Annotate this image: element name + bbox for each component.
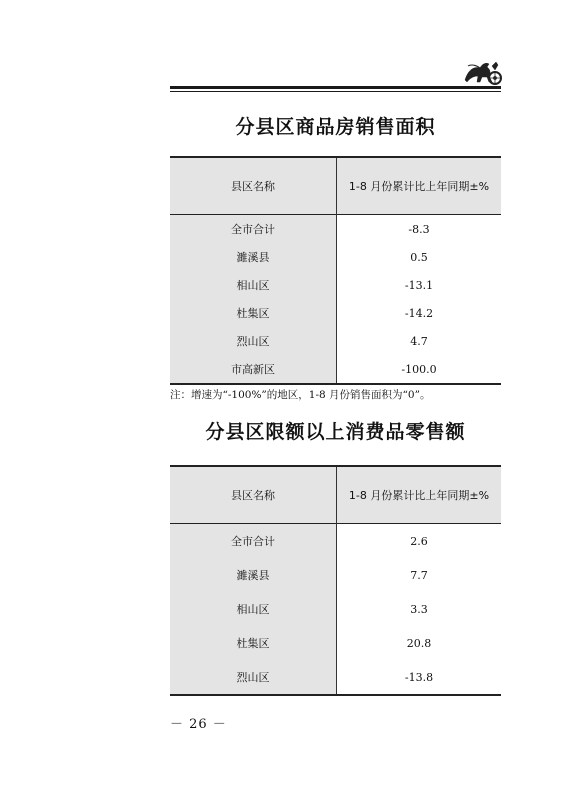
- table-row: [170, 327, 501, 355]
- county-name: 全市合计: [170, 215, 337, 244]
- column-header-change: 1-8 月份累计比上年同期±%: [337, 157, 502, 215]
- table-row: [170, 299, 501, 327]
- data-table: [170, 156, 501, 385]
- table-row: [170, 215, 501, 244]
- table-row: [170, 626, 501, 660]
- county-name: 濉溪县: [170, 558, 337, 592]
- table-header-row: [170, 466, 501, 524]
- horse-chariot-emblem-icon: [462, 58, 504, 88]
- table-row: [170, 271, 501, 299]
- table-row: [170, 243, 501, 271]
- change-value: 7.7: [337, 558, 502, 592]
- county-name: 烈山区: [170, 327, 337, 355]
- county-name: 全市合计: [170, 524, 337, 559]
- column-header-county: 县区名称: [170, 466, 337, 524]
- change-value: 4.7: [337, 327, 502, 355]
- change-value: 20.8: [337, 626, 502, 660]
- change-value: -14.2: [337, 299, 502, 327]
- county-name: 杜集区: [170, 626, 337, 660]
- county-name: 市高新区: [170, 355, 337, 384]
- table-header-row: [170, 157, 501, 215]
- section-title: 分县区商品房销售面积: [235, 116, 436, 138]
- change-value: 3.3: [337, 592, 502, 626]
- county-name: 相山区: [170, 271, 337, 299]
- county-name: 相山区: [170, 592, 337, 626]
- table-row: [170, 558, 501, 592]
- change-value: -13.8: [337, 660, 502, 695]
- table-row: [170, 592, 501, 626]
- change-value: -13.1: [337, 271, 502, 299]
- change-value: 0.5: [337, 243, 502, 271]
- table-footnote: 注：增速为“-100%”的地区，1-8 月份销售面积为“0”。: [170, 389, 431, 401]
- change-value: -8.3: [337, 215, 502, 244]
- column-header-change: 1-8 月份累计比上年同期±%: [337, 466, 502, 524]
- section-title: 分县区限额以上消费品零售额: [205, 421, 466, 443]
- data-table: [170, 465, 501, 696]
- change-value: -100.0: [337, 355, 502, 384]
- table-row: [170, 355, 501, 384]
- county-name: 濉溪县: [170, 243, 337, 271]
- column-header-county: 县区名称: [170, 157, 337, 215]
- header-rule: [170, 86, 501, 89]
- table-row: [170, 660, 501, 695]
- change-value: 2.6: [337, 524, 502, 559]
- county-name: 烈山区: [170, 660, 337, 695]
- header-rule-thin: [170, 91, 501, 92]
- page-number: － 26 －: [170, 717, 227, 732]
- county-name: 杜集区: [170, 299, 337, 327]
- table-row: [170, 524, 501, 559]
